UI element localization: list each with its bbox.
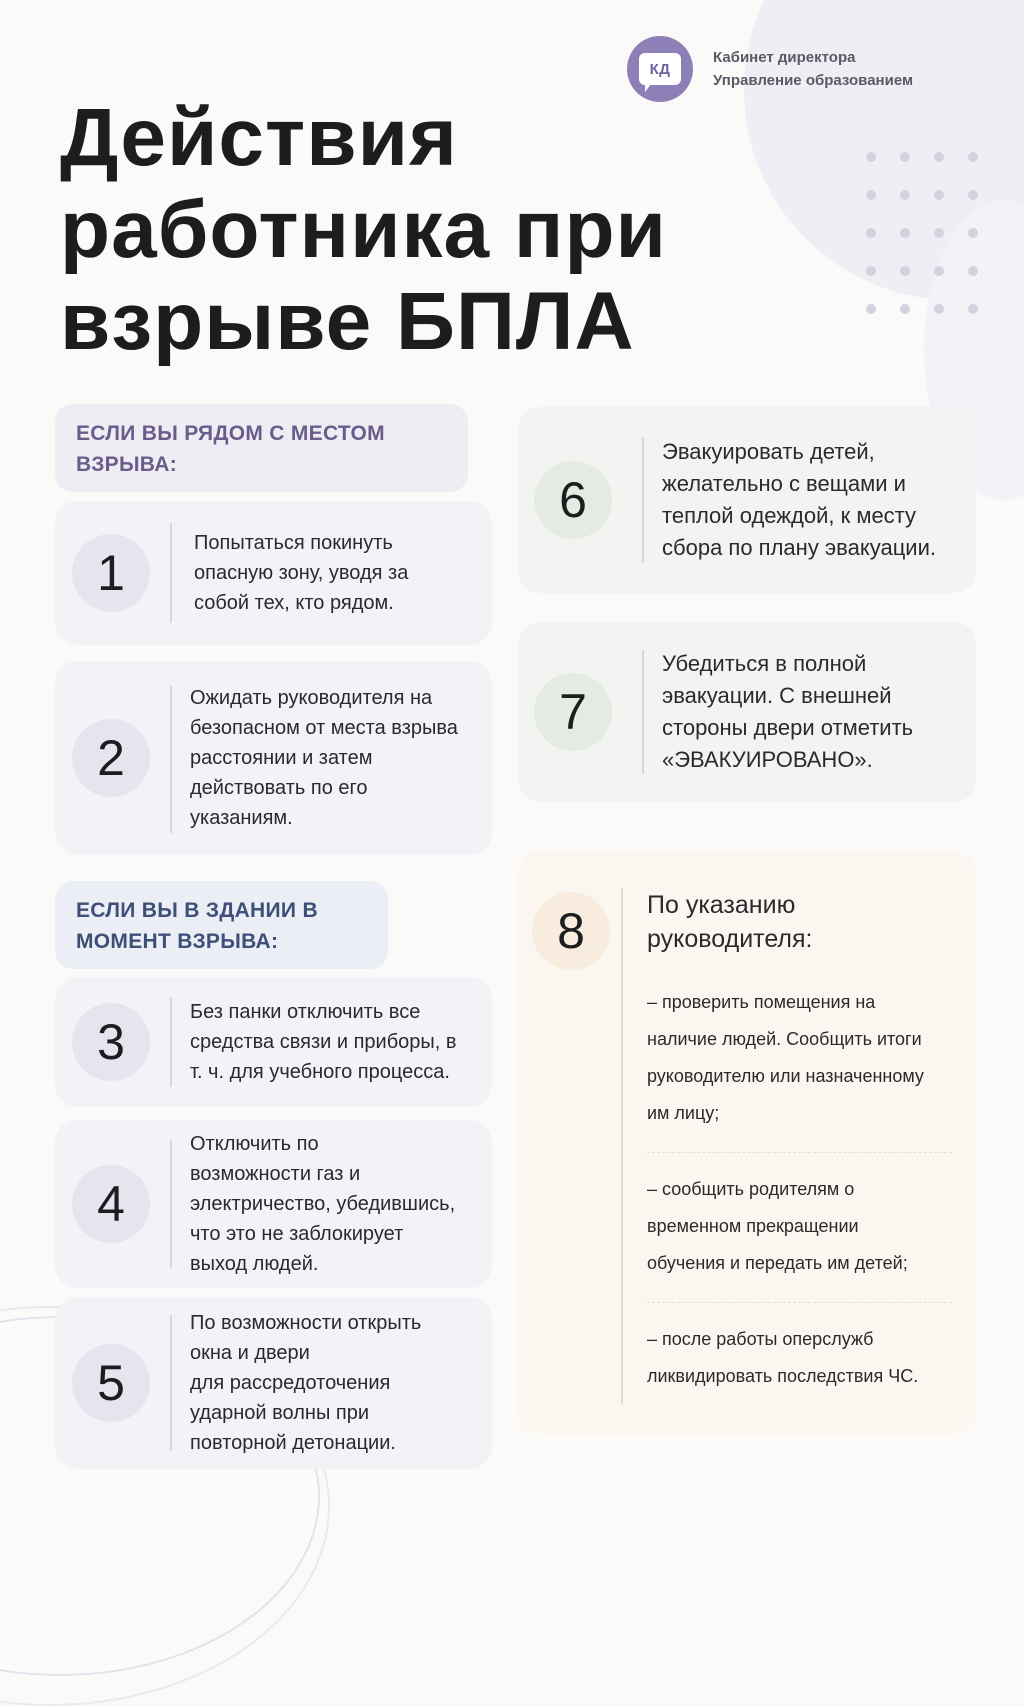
step-text <box>190 1308 421 1458</box>
step-text <box>190 683 458 833</box>
brand-logo-text: КД <box>649 60 671 78</box>
dashed-separator <box>647 1152 952 1153</box>
step-text-line: стороны двери отметить <box>662 715 914 740</box>
step-text-line: Попытаться покинуть <box>194 532 393 554</box>
step-card-8 <box>518 852 976 1434</box>
step-card-7 <box>518 622 976 802</box>
step-text-line: для рассредоточения <box>190 1372 391 1394</box>
step-text-line: Отключить по <box>190 1133 319 1155</box>
list-item <box>647 984 952 1132</box>
section-label-in-building: ЕСЛИ ВЫ В ЗДАНИИ В МОМЕНТ ВЗРЫВА: <box>55 881 388 969</box>
title-line-1: Действия <box>60 92 458 183</box>
step-text-line: возможности газ и <box>190 1163 361 1185</box>
step-number-badge: 8 <box>532 892 610 970</box>
step-text-line: окна и двери <box>190 1342 310 1364</box>
step-text-line: Ожидать руководителя на <box>190 687 433 709</box>
step-text <box>190 1129 455 1279</box>
divider <box>170 1140 172 1268</box>
step-text-line: сбора по плану эвакуации. <box>662 535 936 560</box>
step-8-list <box>647 984 952 1395</box>
step-8-title-line: руководителя: <box>647 925 813 953</box>
step-8-title-line: По указанию <box>647 891 796 919</box>
step-text-line: Без панки отключить все <box>190 1001 421 1023</box>
step-text <box>194 528 408 618</box>
step-number-badge: 3 <box>72 1003 150 1081</box>
list-item-line: наличие людей. Сообщить итоги <box>647 1029 922 1049</box>
step-text-line: повторной детонации. <box>190 1432 396 1454</box>
chat-bubble-icon <box>639 53 681 85</box>
step-text-line: что это не заблокирует <box>190 1223 404 1245</box>
step-text-line: средства связи и приборы, в <box>190 1031 457 1053</box>
step-number-badge: 5 <box>72 1344 150 1422</box>
list-item-line: руководителю или назначенному <box>647 1066 924 1086</box>
step-text-line: т. ч. для учебного процесса. <box>190 1061 450 1083</box>
step-number-badge: 6 <box>534 461 612 539</box>
step-text-line: безопасном от места взрыва <box>190 717 458 739</box>
step-text-line: По возможности открыть <box>190 1312 422 1334</box>
step-text-line: электричество, убедившись, <box>190 1193 456 1215</box>
step-text-line: Эвакуировать детей, <box>662 439 875 464</box>
step-card-6 <box>518 407 976 593</box>
step-text-line: теплой одеждой, к месту <box>662 503 916 528</box>
title-line-2: работника при <box>60 184 667 275</box>
step-card-4 <box>55 1120 492 1288</box>
list-item-line: – проверить помещения на <box>647 992 876 1012</box>
step-text-line: Убедиться в полной <box>662 651 867 676</box>
list-item-line: обучения и передать им детей; <box>647 1253 908 1273</box>
divider <box>170 1315 172 1451</box>
divider <box>170 523 172 623</box>
step-text-line: «ЭВАКУИРОВАНО». <box>662 747 873 772</box>
divider <box>621 888 623 1404</box>
brand-line-1: Кабинет директора <box>713 49 856 66</box>
list-item-line: – после работы оперслужб <box>647 1329 874 1349</box>
step-number-badge: 7 <box>534 673 612 751</box>
step-text-line: ударной волны при <box>190 1402 370 1424</box>
divider <box>642 650 644 774</box>
step-text-line: расстоянии и затем <box>190 747 373 769</box>
decorative-dot-grid <box>866 152 978 314</box>
brand-text <box>713 46 913 92</box>
page-title <box>60 92 700 368</box>
step-text-line: собой тех, кто рядом. <box>194 592 394 614</box>
step-number-badge: 4 <box>72 1165 150 1243</box>
step-card-3 <box>55 977 492 1107</box>
step-number-badge: 1 <box>72 534 150 612</box>
dashed-separator <box>647 1302 952 1303</box>
step-card-2 <box>55 661 492 855</box>
section-label-near-explosion: ЕСЛИ ВЫ РЯДОМ С МЕСТОМ ВЗРЫВА: <box>55 404 468 492</box>
list-item <box>647 1321 952 1395</box>
step-card-5 <box>55 1297 492 1469</box>
step-8-title <box>647 888 947 956</box>
list-item-line: временном прекращении <box>647 1216 859 1236</box>
step-text-line: желательно с вещами и <box>662 471 906 496</box>
step-card-1 <box>55 501 492 645</box>
step-text-line: действовать по его <box>190 777 368 799</box>
step-text-line: указаниям. <box>190 807 293 829</box>
step-text <box>662 648 913 776</box>
divider <box>642 437 644 563</box>
step-text-line: опасную зону, уводя за <box>194 562 409 584</box>
step-number-badge: 2 <box>72 719 150 797</box>
list-item <box>647 1171 952 1282</box>
step-text <box>190 997 457 1087</box>
brand-line-2: Управление образованием <box>713 72 914 89</box>
step-text-line: эвакуации. С внешней <box>662 683 892 708</box>
step-text-line: выход людей. <box>190 1253 319 1275</box>
list-item-line: им лицу; <box>647 1103 720 1123</box>
divider <box>170 686 172 833</box>
title-line-3: взрыве БПЛА <box>60 276 635 367</box>
divider <box>170 997 172 1087</box>
step-text <box>662 436 936 564</box>
list-item-line: ликвидировать последствия ЧС. <box>647 1366 919 1386</box>
list-item-line: – сообщить родителям о <box>647 1179 855 1199</box>
